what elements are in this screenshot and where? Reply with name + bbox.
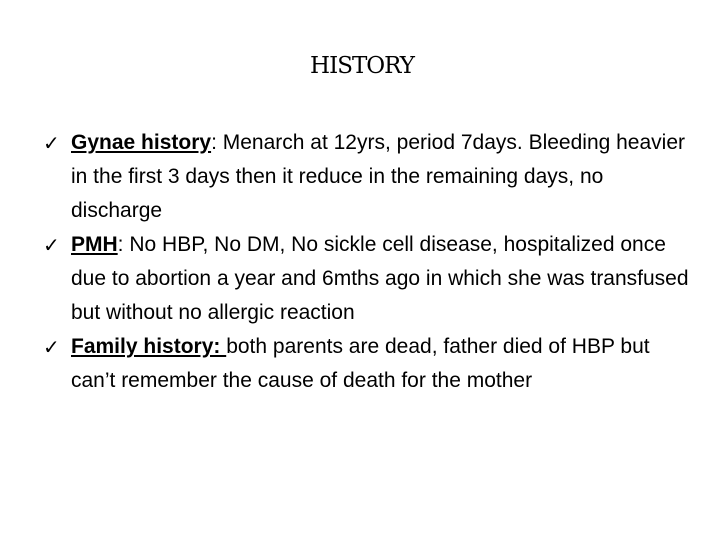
bullet-text: both parents are dead, father died of HBP but can’t remember the cause of death for the mother (71, 335, 650, 392)
bullet-text: Menarch at 12yrs, period 7days. Bleeding heavier in the first 3 days then it reduce in the remaining days, no discharge (71, 131, 686, 222)
bullet-label-suffix: : (211, 131, 217, 154)
bullet-list (43, 126, 693, 398)
bullet-pmh (43, 228, 693, 330)
checkmark-icon: ✓ (43, 233, 60, 257)
bullet-gynae-history (43, 126, 693, 228)
slide-title (0, 52, 720, 80)
bullet-family-history (43, 330, 693, 398)
checkmark-icon: ✓ (43, 335, 60, 359)
slide-title-text: HISTORY (310, 53, 414, 79)
bullet-label: Gynae history (71, 131, 212, 154)
bullet-text: No HBP, No DM, No sickle cell disease, hospitalized once due to abortion a year and 6mths ago in which she was transfused but without no allergic reaction (71, 233, 689, 324)
checkmark-icon: ✓ (43, 131, 60, 155)
bullet-label: PMH (71, 233, 118, 256)
bullet-label-suffix: : (117, 233, 124, 256)
bullet-label: Family history: (71, 335, 227, 358)
